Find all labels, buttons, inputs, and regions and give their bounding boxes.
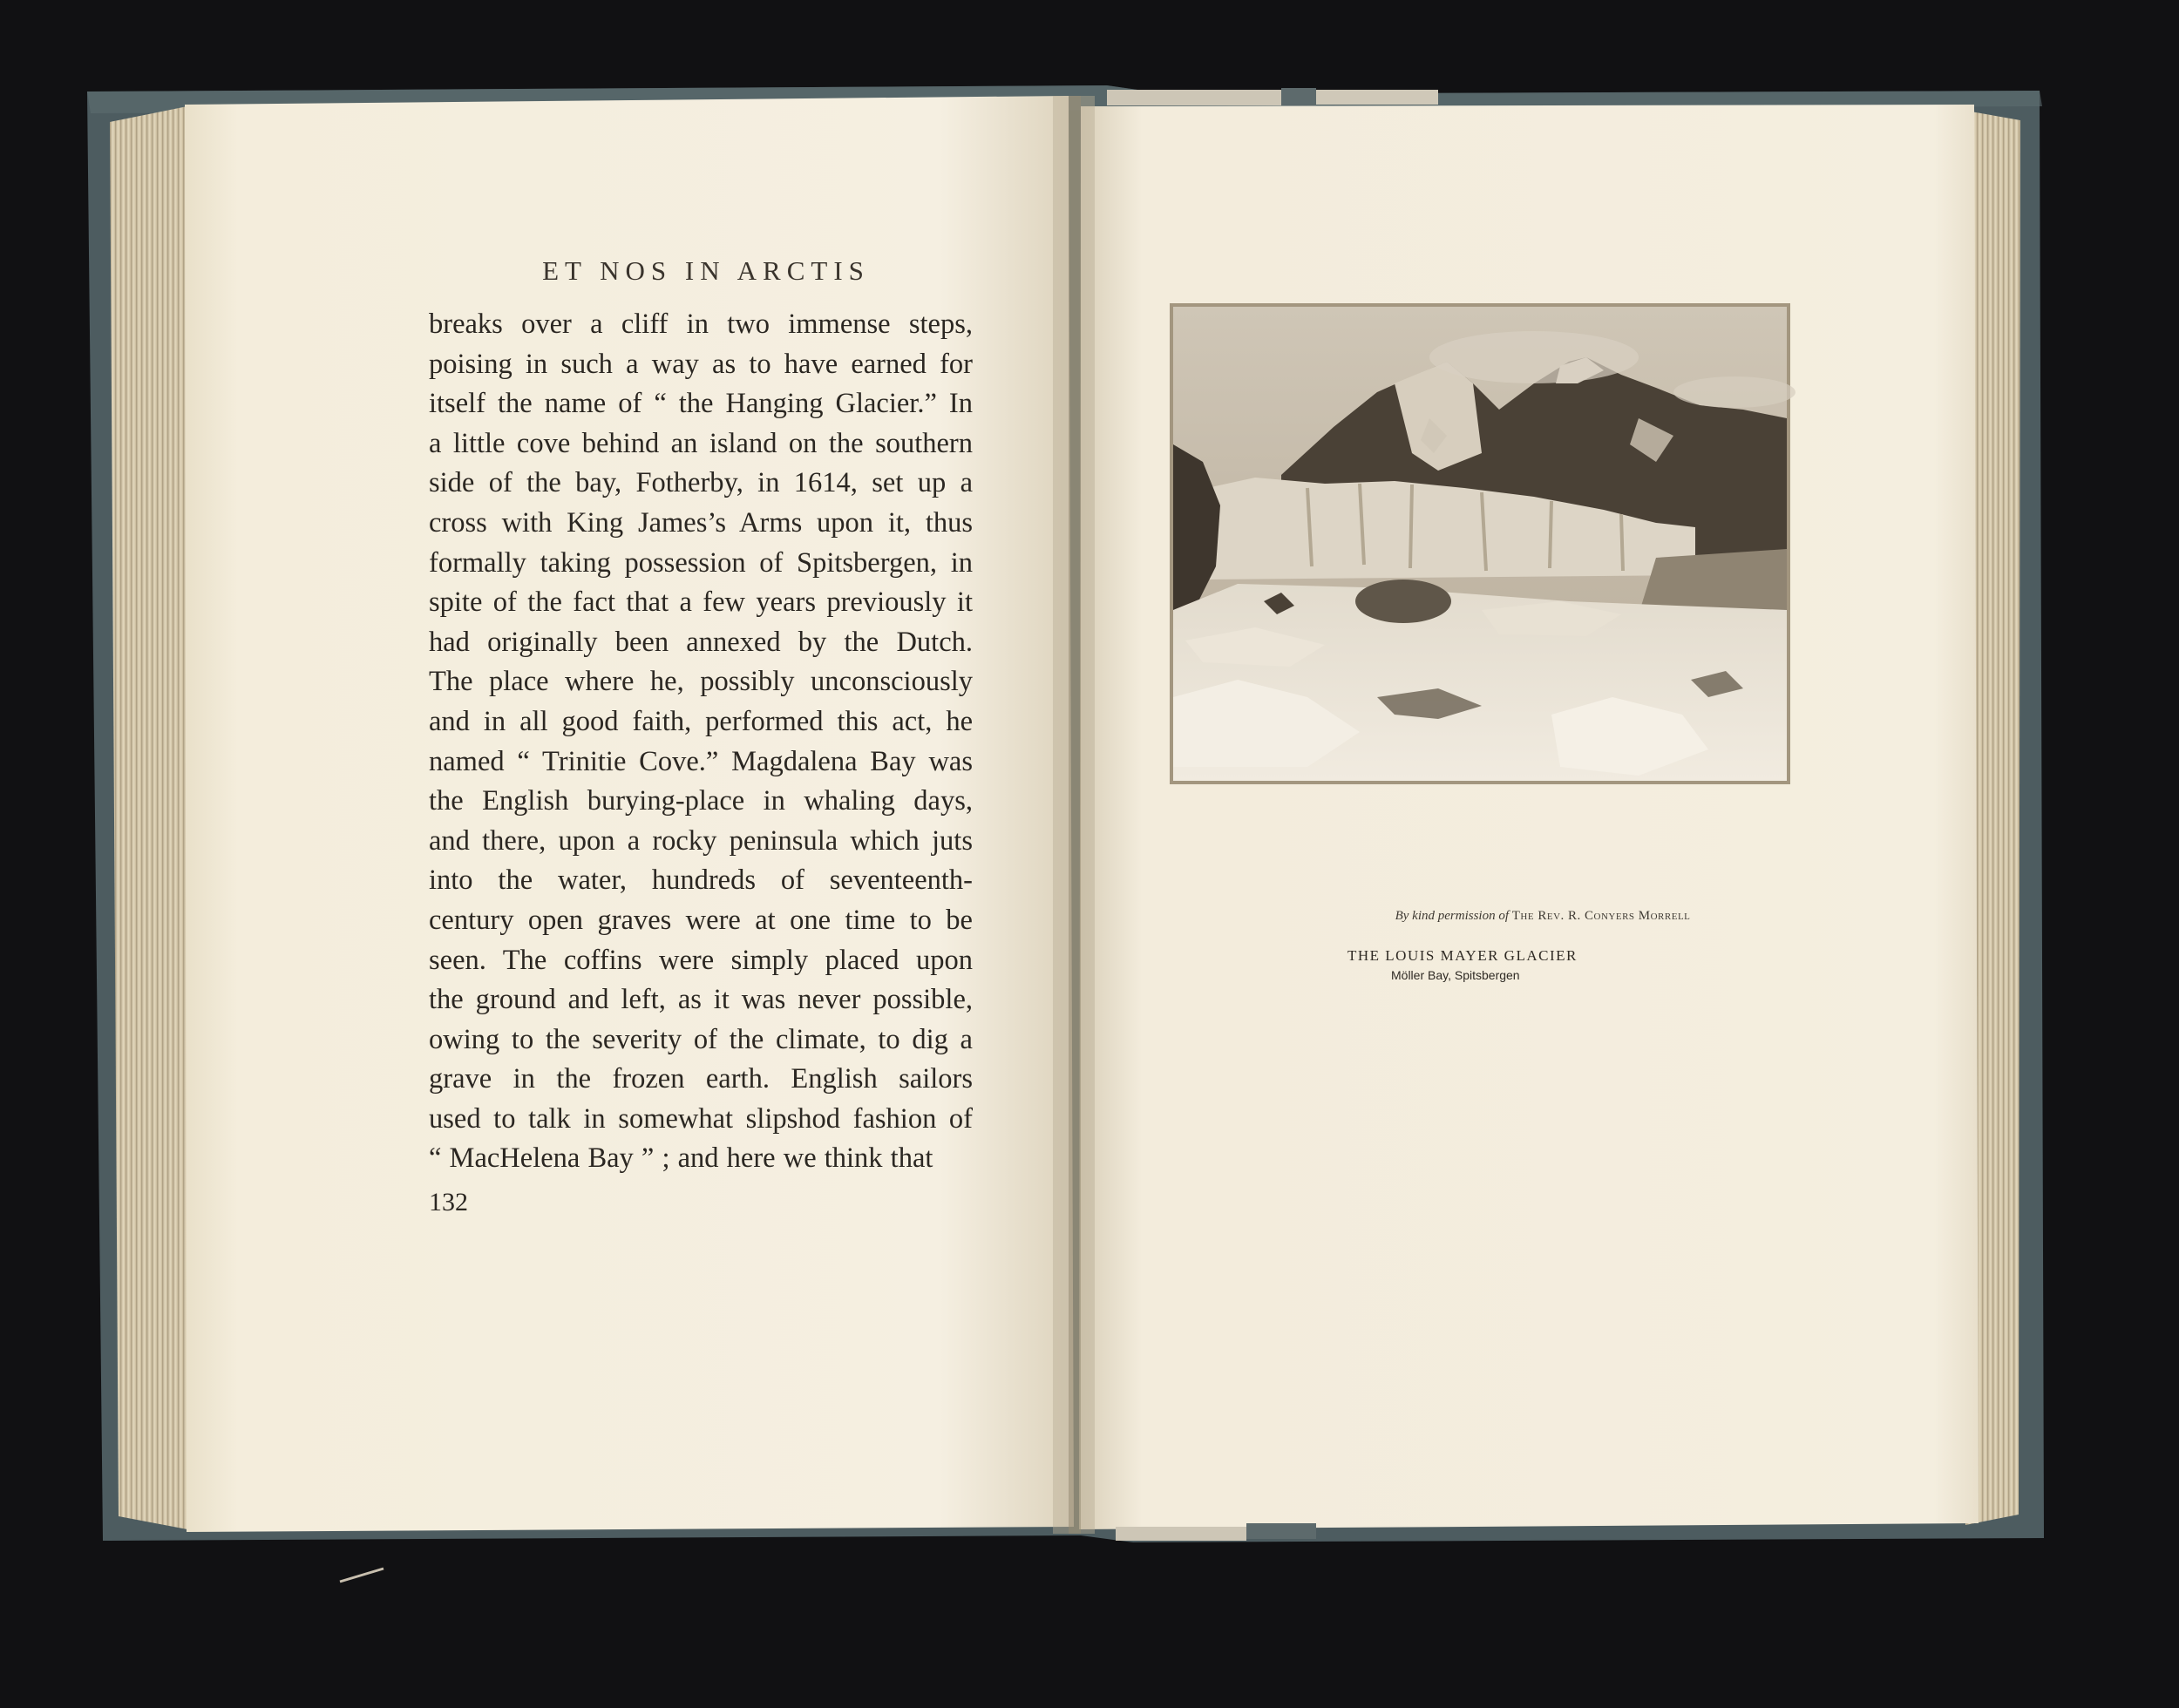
plate-location: Möller Bay, Spitsbergen — [1391, 968, 1520, 982]
page-number: 132 — [429, 1188, 468, 1217]
text-line: a little cove behind an island on the southern — [429, 427, 973, 459]
plate-title: THE LOUIS MAYER GLACIER — [1347, 947, 1578, 964]
photo-credit — [1307, 909, 1778, 924]
text-line: into the water, hundreds of seventeenth- — [429, 864, 973, 897]
text-line: had originally been annexed by the Dutch. — [429, 626, 973, 658]
text-line: the ground and left, as it was never possible, — [429, 984, 973, 1016]
text-line: poising in such a way as to have earned for — [429, 348, 973, 380]
text-line: century open graves were at one time to be — [429, 904, 973, 936]
text-line: and in all good faith, performed this act, he — [429, 705, 973, 737]
running-head: ET NOS IN ARCTIS — [542, 255, 870, 286]
body-text — [429, 305, 973, 1179]
text-line: cross with King James’s Arms upon it, thus — [429, 506, 973, 539]
credit-name: The Rev. R. Conyers Morrell — [1511, 909, 1691, 923]
text-line: spite of the fact that a few years previously it — [429, 586, 973, 619]
text-line: side of the bay, Fotherby, in 1614, set up a — [429, 467, 973, 499]
text-line: itself the name of “ the Hanging Glacier.” In — [429, 388, 973, 420]
text-line: grave in the frozen earth. English sailors — [429, 1063, 973, 1095]
text-line: the English burying-place in whaling days, — [429, 785, 973, 817]
text-line: “ MacHelena Bay ” ; and here we think that — [429, 1142, 933, 1175]
text-line: formally taking possession of Spitsbergen, in — [429, 546, 973, 579]
text-line: breaks over a cliff in two immense steps, — [429, 308, 973, 340]
text-line: owing to the severity of the climate, to dig a — [429, 1023, 973, 1055]
text-line: seen. The coffins were simply placed upon — [429, 944, 973, 976]
credit-prefix: By kind permission of — [1395, 909, 1510, 923]
glacier-photograph — [1170, 303, 1795, 784]
text-line: used to talk in somewhat slipshod fashion of — [429, 1102, 973, 1135]
text-line: The place where he, possibly unconsciously — [429, 666, 973, 698]
text-line: named “ Trinitie Cove.” Magdalena Bay was — [429, 745, 973, 777]
text-line: and there, upon a rocky peninsula which juts — [429, 824, 973, 857]
